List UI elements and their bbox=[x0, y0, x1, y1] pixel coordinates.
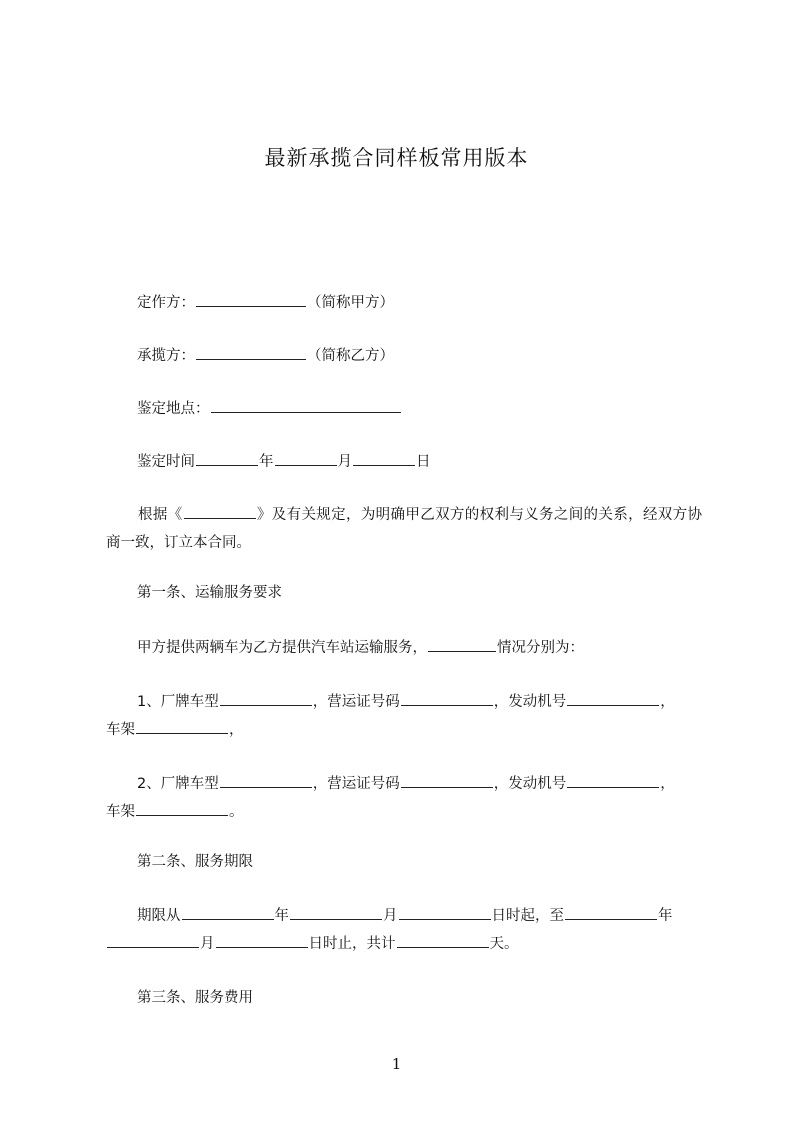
term-start-year-blank bbox=[182, 905, 274, 920]
sign-time-label: 鉴定时间 bbox=[137, 454, 195, 470]
service-blank bbox=[428, 637, 496, 652]
vehicle-2-model-label: 2、厂牌车型 bbox=[137, 776, 219, 792]
year-unit: 年 bbox=[259, 454, 274, 470]
term-end-month-blank bbox=[107, 933, 199, 948]
term-to: 日时止，共计 bbox=[308, 936, 396, 952]
vehicle-2-frame-label: 车架 bbox=[106, 804, 135, 820]
term-days: 天。 bbox=[489, 936, 519, 952]
vehicle-2-frame-line bbox=[106, 801, 244, 822]
vehicle-2-engine-blank bbox=[567, 773, 659, 788]
term-start: 期限从 bbox=[137, 908, 181, 924]
term-end-year-blank bbox=[565, 905, 657, 920]
article-1-intro bbox=[137, 637, 584, 658]
vehicle-2-cert-blank bbox=[401, 773, 493, 788]
party-a-label: 定作方： bbox=[137, 295, 195, 311]
term-end-year-unit: 年 bbox=[658, 908, 673, 924]
vehicle-2-frame-blank bbox=[136, 801, 228, 816]
party-b-blank bbox=[196, 345, 306, 360]
vehicle-1-frame-label: 车架 bbox=[106, 722, 135, 738]
sign-place-line bbox=[137, 398, 402, 419]
preamble-start: 根据《 bbox=[138, 507, 183, 523]
term-start-month-unit: 月 bbox=[383, 908, 398, 924]
term-end-day-blank bbox=[216, 933, 308, 948]
vehicle-2-model-blank bbox=[220, 773, 312, 788]
term-start-day-blank bbox=[399, 905, 491, 920]
preamble-end: 》及有关规定，为明确甲乙双方的权利与义务之间的关系，经双方协商一致，订立本合同。 bbox=[106, 507, 702, 551]
sign-day-blank bbox=[353, 451, 415, 466]
sign-place-label: 鉴定地点： bbox=[137, 401, 210, 417]
party-b-line bbox=[137, 345, 394, 366]
preamble-paragraph bbox=[106, 501, 702, 557]
article-3-title: 第三条、服务费用 bbox=[137, 990, 253, 1006]
term-end-month-unit: 月 bbox=[200, 936, 215, 952]
article-1-intro-end: 情况分别为： bbox=[497, 640, 584, 656]
vehicle-1-cert-blank bbox=[401, 691, 493, 706]
term-from: 日时起，至 bbox=[491, 908, 564, 924]
article-1-title: 第一条、运输服务要求 bbox=[137, 585, 282, 601]
vehicle-2-engine-label: ，发动机号 bbox=[493, 776, 567, 792]
page-number: 1 bbox=[391, 1055, 402, 1073]
vehicle-2-cert-label: ，营运证号码 bbox=[312, 776, 400, 792]
vehicle-1-comma: ， bbox=[660, 694, 675, 710]
party-b-label: 承揽方： bbox=[137, 348, 195, 364]
vehicle-1-engine-label: ，发动机号 bbox=[493, 694, 567, 710]
vehicle-1-frame-line bbox=[106, 719, 244, 740]
document-title: 最新承揽合同样板常用版本 bbox=[264, 146, 529, 170]
party-a-note: （简称甲方） bbox=[307, 295, 394, 311]
vehicle-2-line bbox=[137, 773, 675, 794]
vehicle-1-frame-end: ， bbox=[229, 722, 244, 738]
sign-place-blank bbox=[211, 398, 401, 413]
term-days-blank bbox=[397, 933, 489, 948]
vehicle-1-cert-label: ，营运证号码 bbox=[312, 694, 400, 710]
party-b-note: （简称乙方） bbox=[307, 348, 394, 364]
law-name-blank bbox=[184, 504, 256, 519]
vehicle-2-frame-end: 。 bbox=[229, 804, 244, 820]
month-unit: 月 bbox=[337, 454, 352, 470]
vehicle-1-frame-blank bbox=[136, 719, 228, 734]
vehicle-1-model-blank bbox=[220, 691, 312, 706]
vehicle-2-comma: ， bbox=[660, 776, 675, 792]
sign-month-blank bbox=[275, 451, 337, 466]
term-start-year-unit: 年 bbox=[274, 908, 289, 924]
article-2-title: 第二条、服务期限 bbox=[137, 854, 253, 870]
vehicle-1-line bbox=[137, 691, 675, 712]
article-1-intro-start: 甲方提供两辆车为乙方提供汽车站运输服务， bbox=[137, 640, 427, 656]
term-line-2 bbox=[106, 933, 519, 954]
vehicle-1-engine-blank bbox=[567, 691, 659, 706]
party-a-blank bbox=[196, 292, 306, 307]
vehicle-1-model-label: 1、厂牌车型 bbox=[137, 694, 219, 710]
term-line-1 bbox=[137, 905, 673, 926]
day-unit: 日 bbox=[416, 454, 431, 470]
sign-year-blank bbox=[196, 451, 258, 466]
sign-time-line bbox=[137, 451, 431, 472]
term-start-month-blank bbox=[290, 905, 382, 920]
party-a-line bbox=[137, 292, 394, 313]
